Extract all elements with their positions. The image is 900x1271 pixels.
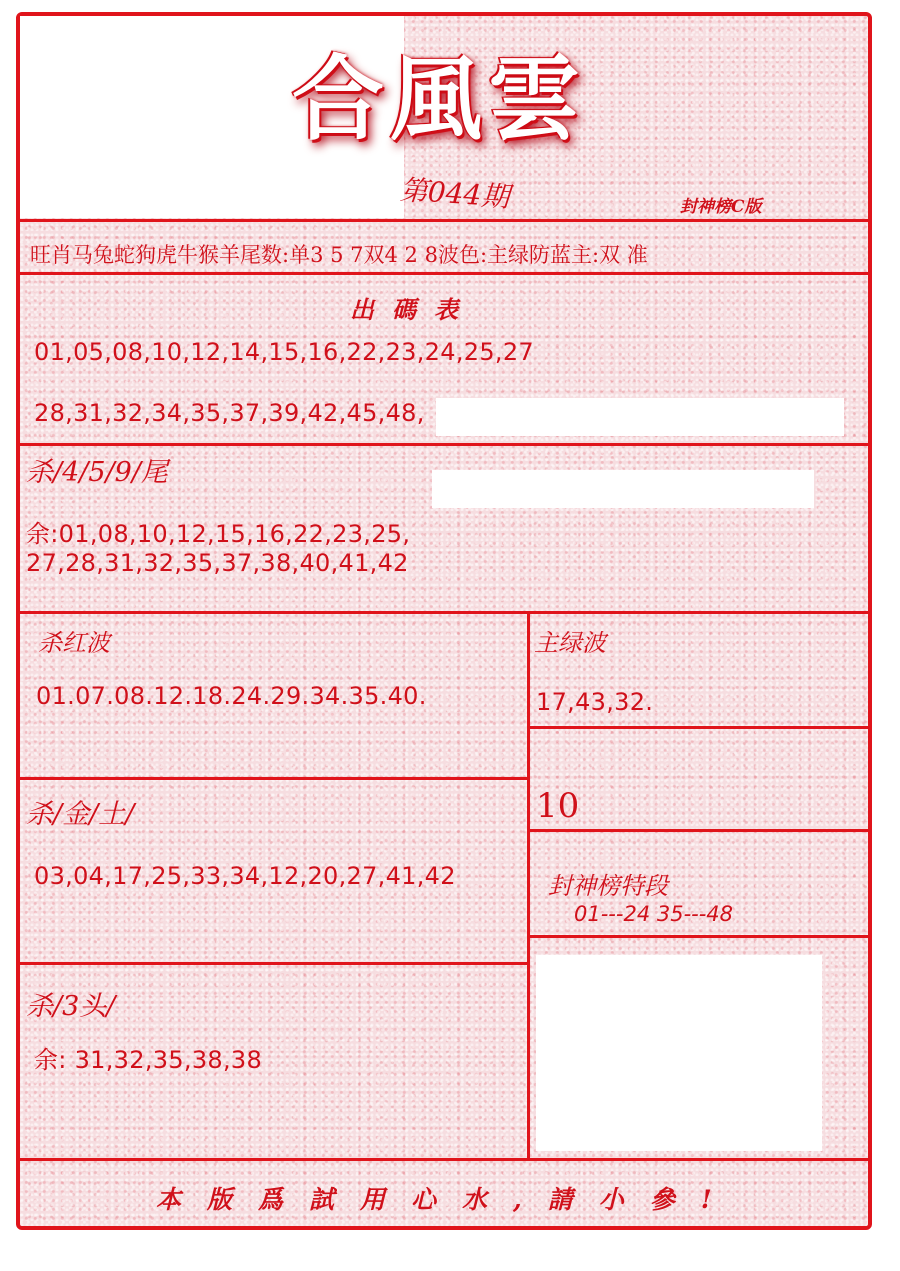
kill-heads-numbers: 余: 31,32,35,38,38 bbox=[34, 1046, 263, 1074]
divider-right-3 bbox=[528, 935, 870, 938]
kill-red-label: 杀红波 bbox=[38, 629, 110, 657]
issue-number: 第044期 bbox=[398, 173, 511, 214]
kill-red-numbers: 01.07.08.12.18.24.29.34.35.40. bbox=[36, 682, 427, 710]
image-placeholder-box bbox=[536, 955, 822, 1151]
divider-left-1 bbox=[18, 777, 530, 780]
tails-redaction-box bbox=[432, 470, 814, 508]
divider-table bbox=[18, 443, 870, 446]
edition-label: 封神榜C版 bbox=[680, 197, 762, 217]
number-table-heading: 出碼表 bbox=[350, 295, 476, 324]
kill-tails-row-2: 27,28,31,32,35,37,38,40,41,42 bbox=[26, 549, 409, 577]
divider-tails bbox=[18, 611, 870, 614]
main-green-numbers: 17,43,32. bbox=[536, 688, 654, 716]
main-green-label: 主绿波 bbox=[534, 629, 606, 657]
kill-tails-label: 杀/4/5/9/尾 bbox=[26, 457, 168, 488]
kill-gold-earth-label: 杀/金/土/ bbox=[26, 799, 135, 830]
divider-right-2 bbox=[528, 829, 870, 832]
table-redaction-box bbox=[436, 398, 844, 436]
footer-notice: 本版爲試用心水,請小參! bbox=[156, 1185, 738, 1214]
special-segment-range: 01---24 35---48 bbox=[574, 902, 734, 926]
divider-info bbox=[18, 272, 870, 275]
page-title: 合風雲 bbox=[292, 45, 587, 153]
divider-vertical bbox=[527, 611, 530, 1161]
divider-left-2 bbox=[18, 962, 530, 965]
divider-footer bbox=[18, 1158, 870, 1161]
kill-tails-row-1: 余:01,08,10,12,15,16,22,23,25, bbox=[26, 520, 411, 548]
ten-value: 10 bbox=[536, 786, 580, 826]
zodiac-info-line: 旺肖马兔蛇狗虎牛猴羊尾数:单3 5 7双4 2 8波色:主绿防蓝主:双 准 bbox=[30, 243, 648, 267]
number-table-row-2: 28,31,32,34,35,37,39,42,45,48, bbox=[34, 399, 425, 427]
kill-heads-label: 杀/3头/ bbox=[26, 991, 116, 1022]
special-segment-label: 封神榜特段 bbox=[548, 872, 668, 900]
divider-header bbox=[18, 219, 870, 222]
number-table-row-1: 01,05,08,10,12,14,15,16,22,23,24,25,27 bbox=[34, 338, 534, 366]
kill-gold-earth-numbers: 03,04,17,25,33,34,12,20,27,41,42 bbox=[34, 862, 456, 890]
divider-right-1 bbox=[528, 726, 870, 729]
